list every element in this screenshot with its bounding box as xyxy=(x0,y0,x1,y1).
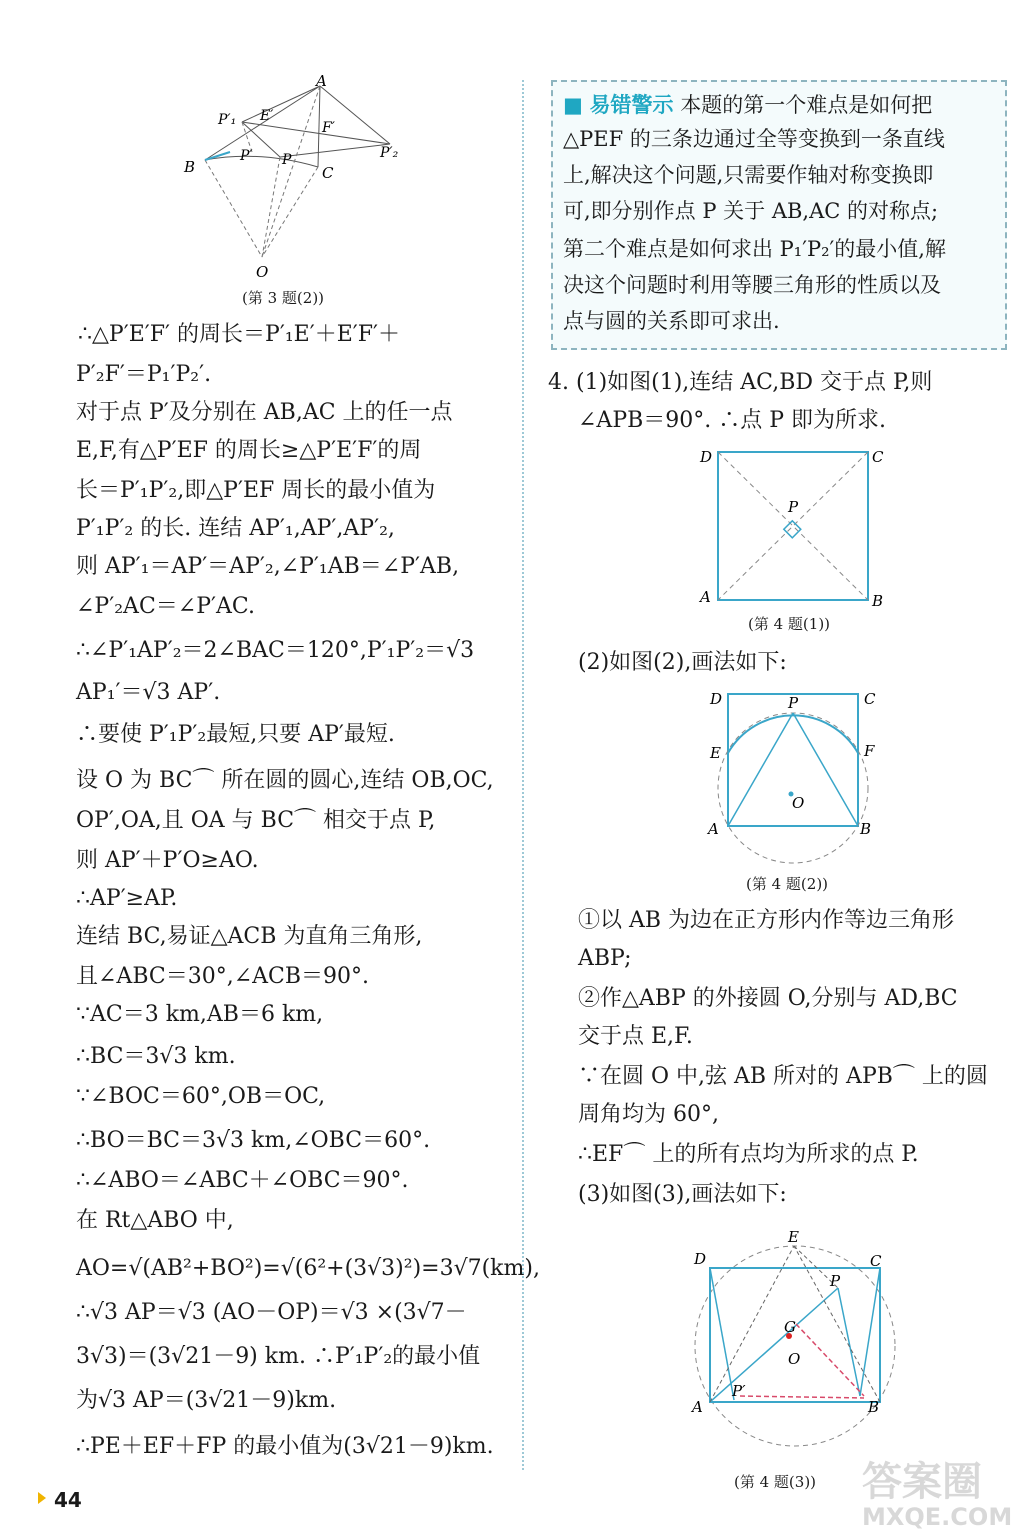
left-line: E,F,有△P′EF 的周长≥△P′E′F′的周 xyxy=(76,438,422,463)
circle-o xyxy=(695,1246,895,1446)
figure-3-2 xyxy=(180,72,420,287)
label-f: F′ xyxy=(322,120,335,136)
right-line: ②作△ABP 的外接圆 O,分别与 AD,BC xyxy=(578,986,958,1011)
label-e: E xyxy=(710,744,721,762)
label-c: C xyxy=(870,1252,882,1270)
left-line: ∴要使 P′₁P′₂最短,只要 AP′最短. xyxy=(76,722,395,747)
bullet-icon: ■ xyxy=(563,93,583,117)
left-line: 在 Rt△ABO 中, xyxy=(76,1208,234,1233)
right-line: 4. (1)如图(1),连结 AC,BD 交于点 P,则 xyxy=(548,370,933,395)
warning-box xyxy=(551,80,1007,350)
left-line: ∴AP′≥AP. xyxy=(76,886,178,911)
label-c: C xyxy=(872,448,884,466)
label-d: D xyxy=(700,448,713,466)
left-line: ∵AC＝3 km,AB＝6 km, xyxy=(76,1002,324,1027)
warning-first-line xyxy=(563,90,932,120)
caption-fig4-3: (第 4 题(3)) xyxy=(734,1473,817,1491)
left-line: ∴BC＝3√3 km. xyxy=(76,1044,236,1069)
left-line: 为√3 AP＝(3√21－9)km. xyxy=(76,1388,337,1413)
label-p1: P′₁ xyxy=(218,112,237,128)
warning-line: 决这个问题时利用等腰三角形的性质以及 xyxy=(563,273,941,297)
label-p: P xyxy=(788,694,799,712)
label-e: E′ xyxy=(260,108,274,124)
watermark-top: 答案圈 xyxy=(862,1459,982,1505)
left-line: ∠P′₂AC＝∠P′AC. xyxy=(76,594,255,619)
label-b: B xyxy=(860,820,872,838)
line-a-c xyxy=(318,86,320,167)
warning-line: 可,即分别作点 P 关于 AB,AC 的对称点; xyxy=(563,199,939,223)
warning-line: 第二个难点是如何求出 P₁′P₂′的最小值,解 xyxy=(563,237,946,261)
left-line: ∴BO＝BC＝3√3 km,∠OBC＝60°. xyxy=(76,1128,431,1153)
label-pp: P′ xyxy=(240,148,253,164)
right-line: 交于点 E,F. xyxy=(578,1024,693,1049)
right-line: ∠APB＝90°. ∴点 P 即为所求. xyxy=(578,408,887,433)
right-line: 周角均为 60°, xyxy=(578,1102,719,1127)
right-line: (3)如图(3),画法如下: xyxy=(578,1182,787,1207)
right-line: ∴EF⌒ 上的所有点均为所求的点 P. xyxy=(578,1142,919,1167)
warning-tag: 易错警示 xyxy=(589,93,674,117)
warning-line: 上,解决这个问题,只需要作轴对称变换即 xyxy=(563,163,934,187)
left-line: 连结 BC,易证△ACB 为直角三角形, xyxy=(76,924,423,949)
label-a: A xyxy=(708,820,719,838)
label-p2: P′₂ xyxy=(380,145,399,161)
left-line: 3√3)＝(3√21－9) km. ∴P′₁P′₂的最小值 xyxy=(76,1344,481,1369)
left-line: 则 AP′＋P′O≥AO. xyxy=(76,848,259,873)
warning-line: 本题的第一个难点是如何把 xyxy=(680,93,933,117)
label-g: G xyxy=(784,1318,796,1336)
watermark-bottom: MXQE.COM xyxy=(862,1503,1013,1531)
label-a: A xyxy=(316,72,327,90)
label-b: B xyxy=(184,158,196,176)
left-line: P′₂F′＝P₁′P₂′. xyxy=(76,362,212,387)
label-o: O xyxy=(256,263,269,281)
left-line: 对于点 P′及分别在 AB,AC 上的任一点 xyxy=(76,400,453,425)
left-line: 则 AP′₁＝AP′＝AP′₂,∠P′₁AB＝∠P′AB, xyxy=(76,554,460,579)
label-p: P xyxy=(788,498,799,516)
warning-line: 点与圆的关系即可求出. xyxy=(563,309,780,333)
watermark xyxy=(862,1460,1032,1536)
right-line: ①以 AB 为边在正方形内作等边三角形 xyxy=(578,908,955,933)
right-line: ABP; xyxy=(578,946,632,971)
caption-fig4-1: (第 4 题(1)) xyxy=(748,615,831,633)
figure-4-1 xyxy=(692,440,892,615)
label-b: B xyxy=(872,592,884,610)
caption-fig3-2: (第 3 题(2)) xyxy=(242,289,325,307)
figure-4-2 xyxy=(700,684,890,874)
label-a: A xyxy=(692,1398,703,1416)
caption-fig4-2: (第 4 题(2)) xyxy=(746,875,829,893)
left-line: 长＝P′₁P′₂,即△P′EF 周长的最小值为 xyxy=(76,478,436,503)
label-f: F xyxy=(864,742,875,760)
left-line: ∴∠P′₁AP′₂＝2∠BAC＝120°,P′₁P′₂＝√3 xyxy=(76,638,475,663)
label-o: O xyxy=(792,794,805,812)
figure-4-3 xyxy=(688,1226,903,1471)
label-o: O xyxy=(788,1350,801,1368)
label-c: C xyxy=(864,690,876,708)
label-d: D xyxy=(710,690,723,708)
left-line: ∴PE＋EF＋FP 的最小值为(3√21－9)km. xyxy=(76,1434,494,1459)
label-b: B xyxy=(868,1398,880,1416)
right-line: ∵在圆 O 中,弦 AB 所对的 APB⌒ 上的圆 xyxy=(578,1064,988,1089)
left-line: AP₁′＝√3 AP′. xyxy=(76,680,221,705)
left-line: 且∠ABC＝30°,∠ACB＝90°. xyxy=(76,964,370,989)
left-line: 设 O 为 BC⌒ 所在圆的圆心,连结 OB,OC, xyxy=(76,768,494,793)
label-a: A xyxy=(700,588,711,606)
label-d: D xyxy=(694,1250,707,1268)
left-line: ∴△P′E′F′ 的周长＝P′₁E′＋E′F′＋ xyxy=(78,322,401,347)
left-line: ∵∠BOC＝60°,OB＝OC, xyxy=(76,1084,326,1109)
label-c: C xyxy=(322,164,334,182)
label-p: P xyxy=(282,152,292,168)
page-marker-icon xyxy=(38,1492,46,1504)
label-p: P xyxy=(830,1272,841,1290)
arc-bc xyxy=(205,156,318,167)
left-line: AO=√(AB²+BO²)=√(6²+(3√3)²)=3√7(km), xyxy=(76,1256,540,1281)
page-number: 44 xyxy=(54,1488,82,1512)
arc-ef xyxy=(728,715,858,753)
left-line: OP′,OA,且 OA 与 BC⌒ 相交于点 P, xyxy=(76,808,436,833)
label-pp: P′ xyxy=(732,1382,746,1400)
left-line: P′₁P′₂ 的长. 连结 AP′₁,AP′,AP′₂, xyxy=(76,516,395,541)
left-line: ∴∠ABO＝∠ABC＋∠OBC＝90°. xyxy=(76,1168,409,1193)
label-e: E xyxy=(788,1228,799,1246)
line-a-p1 xyxy=(242,86,320,122)
right-line: (2)如图(2),画法如下: xyxy=(578,650,787,675)
warning-line: △PEF 的三条边通过全等变换到一条直线 xyxy=(563,127,945,151)
left-line: ∴√3 AP＝√3 (AO－OP)＝√3 ×(3√7－ xyxy=(76,1300,467,1325)
